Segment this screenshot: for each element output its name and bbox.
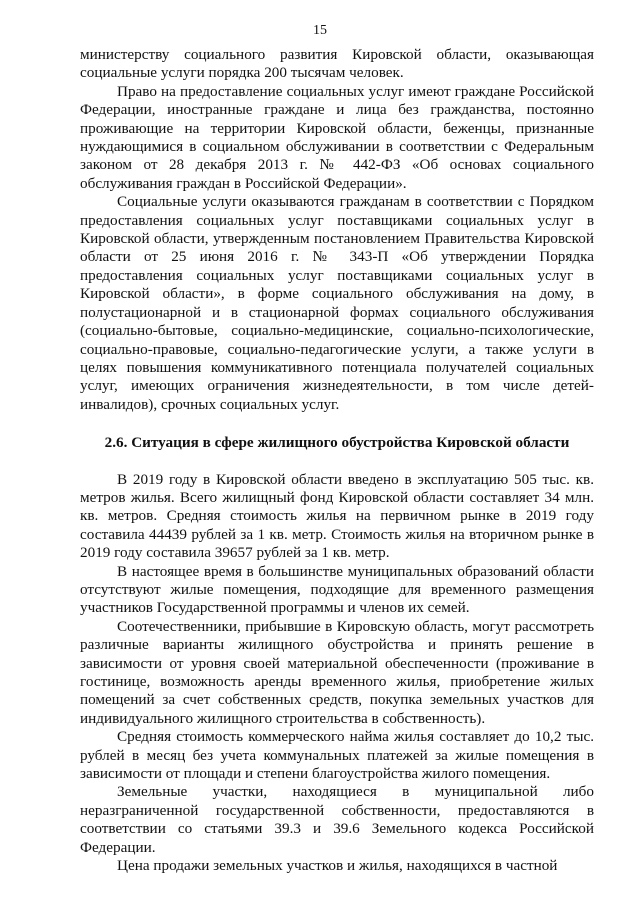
paragraph-sale-price: Цена продажи земельных участков и жилья, находящихся в частной	[117, 857, 558, 875]
document-body	[80, 46, 594, 875]
page-number: 15	[313, 23, 327, 38]
paragraph-land-plots: Земельные участки, находящиеся в муниципальной либо неразграниченной государственной собственности, предоставляются в соответствии со статьями 39.3 и 39.6 Земельного кодекса Российской Федерации.	[80, 783, 594, 856]
paragraph-temporary-housing: В настоящее время в большинстве муниципальных образований области отсутствуют жилые помещения, подходящие для временного размещения участников Государственной программы и членов их семей.	[80, 562, 594, 617]
paragraph-right-to-services: Право на предоставление социальных услуг имеют граждане Российской Федерации, иностранные граждане и лица без гражданства, постоянно проживающие на территории Кировской области, беженцы, признанные нуждающимися в социальном обслуживании в соответствии с Федеральным законом от 28 декабря 2013 г. № 442-ФЗ «Об основах социального обслуживания граждан в Российской Федерации».	[80, 82, 594, 192]
paragraph-housing-stats: В 2019 году в Кировской области введено в эксплуатацию 505 тыс. кв. метров жилья. Всего жилищный фонд Кировской области составляет 34 млн. кв. метров. Средняя стоимость жилья на первичном рынке в 2019 году составила 44439 рублей за 1 кв. метр. Стоимость жилья на вторичном рынке в 2019 году составила 39657 рублей за 1 кв. метр.	[80, 470, 594, 562]
section-heading: 2.6. Ситуация в сфере жилищного обустройства Кировской области	[104, 434, 570, 452]
paragraph-continuation: министерству социального развития Кировской области, оказывающая социальные услуги порядка 200 тысячам человек.	[80, 46, 594, 82]
paragraph-rental-cost: Средняя стоимость коммерческого найма жилья составляет до 10,2 тыс. рублей в месяц без учета коммунальных платежей за жилые помещения в зависимости от площади и степени благоустройства жилого помещения.	[80, 728, 594, 783]
paragraph-compatriots-options: Соотечественники, прибывшие в Кировскую область, могут рассмотреть различные варианты жилищного обустройства и принять решение в зависимости от уровня своей материальной обеспеченности (проживание в гостинице, возможность аренды временного жилья, приобретение жилых помещений за счет собственных средств, покупка земельных участков для индивидуального жилищного строительства в собственность).	[80, 617, 594, 727]
paragraph-social-services-order: Социальные услуги оказываются гражданам в соответствии с Порядком предоставления социальных услуг поставщиками социальных услуг в Кировской области, утвержденным постановлением Правительства Кировской области от 25 июня 2016 г. № 343-П «Об утверждении Порядка предоставления социальных услуг поставщиками социальных услуг в Кировской области», в форме социального обслуживания на дому, в полустационарной и в стационарной формах социального обслуживания (социально-бытовые, социально-медицинские, социально-психологические, социально-правовые, социально-педагогические услуги, а также услуги в целях повышения коммуникативного потенциала получателей социальных услуг, имеющих ограничения жизнедеятельности, в том числе детей-инвалидов), срочных социальных услуг.	[80, 193, 594, 413]
